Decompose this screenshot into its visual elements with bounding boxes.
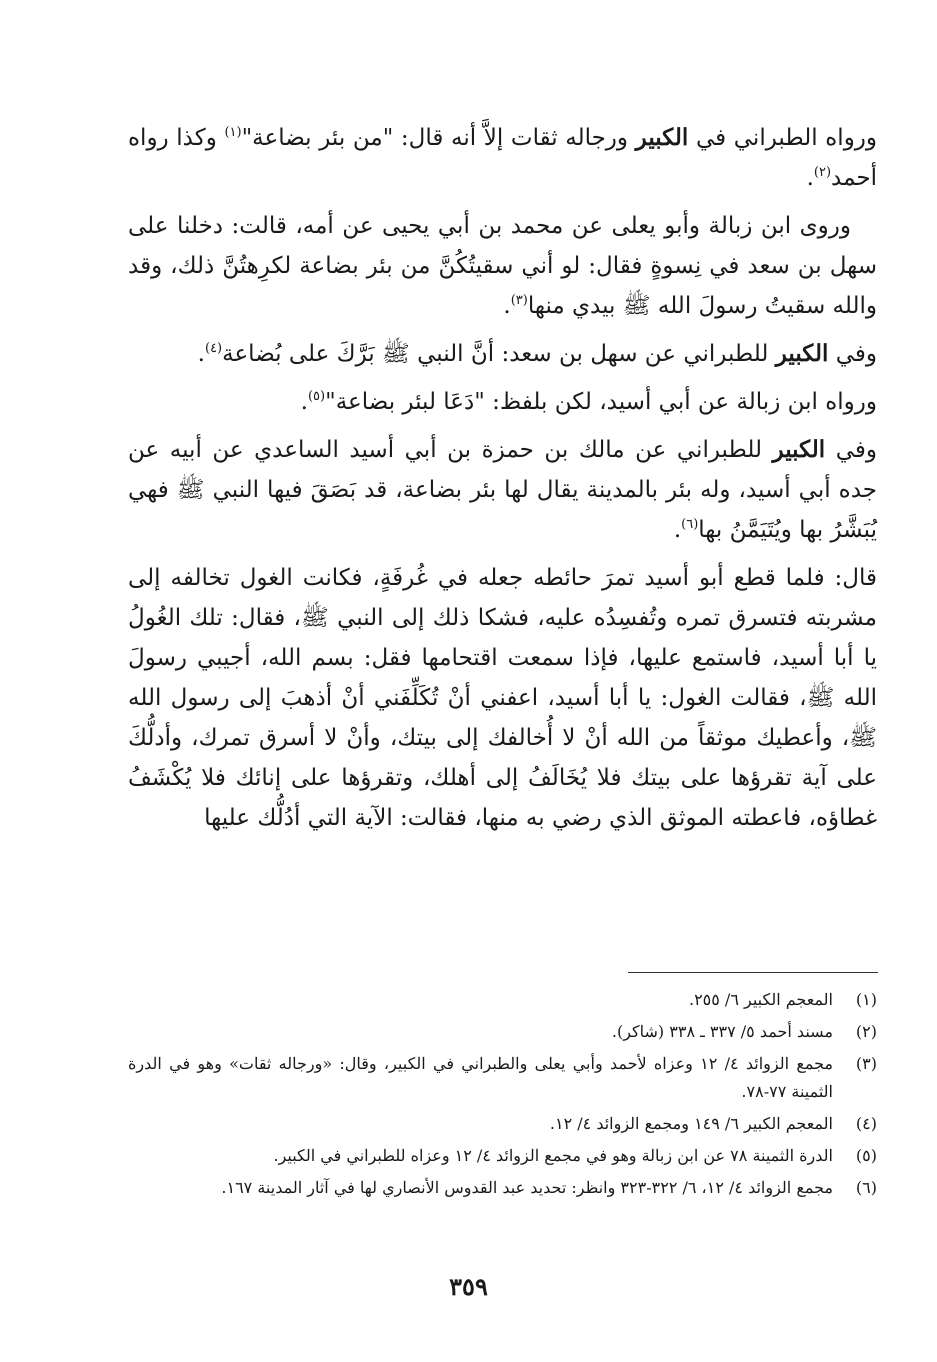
footnote-text: المعجم الكبير ٦/ ٢٥٥. [688, 990, 833, 1009]
footnote [128, 1050, 877, 1106]
bold-term: الكبير [775, 340, 829, 367]
footnote-separator [628, 972, 878, 973]
text-run: وفي [825, 437, 877, 463]
footnote-marker: (٣) [510, 293, 528, 308]
footnote-text: الدرة الثمينة ٧٨ عن ابن زبالة وهو في مجمع الزوائد ٤/ ١٢ وعزاه للطبراني في الكبير. [273, 1146, 833, 1165]
footnote-text: مجمع الزوائد ٤/ ١٢، ٦/ ٣٢٢-٣٢٣ وانظر: تحديد عبد القدوس الأنصاري لها في آثار المدينة ١٦٧. [221, 1178, 833, 1197]
footnote-text: مجمع الزوائد ٤/ ١٢ وعزاه لأحمد وأبي يعلى والطبراني في الكبير، وقال: «ورجاله ثقات» وهو في الدرة الثمينة ٧٧-٧٨. [128, 1054, 833, 1101]
text-run: ورواه الطبراني في [688, 125, 878, 151]
main-text [128, 118, 877, 846]
text-run: . [197, 341, 205, 367]
footnote-marker: (٦) [681, 517, 699, 532]
paragraph-2 [128, 206, 877, 326]
page-number: ٣٥٩ [449, 1272, 488, 1301]
paragraph-5 [128, 430, 877, 550]
footnote-text: المعجم الكبير ٦/ ١٤٩ ومجمع الزوائد ٤/ ١٢. [549, 1114, 833, 1133]
footnote [128, 1174, 877, 1202]
text-run: . [300, 389, 308, 415]
text-run: ورواه ابن زبالة عن أبي أسيد، لكن بلفظ: "دَعَا لبئر بضاعة" [325, 389, 877, 415]
text-run: وفي [828, 341, 877, 367]
footnote [128, 1110, 877, 1138]
text-run: قال: فلما قطع أبو أسيد تمرَ حائطه جعله في غُرفَةٍ، فكانت الغول تخالفه إلى مشربته فتسرق تمره وتُفسِدُه عليه، فشكا ذلك إلى النبي ﷺ، فقال: تلك الغُولُ يا أبا أسيد، فاستمع عليها، فإذا سمعت اقتحامها فقل: بسم الله، أجيبي رسولَ الله ﷺ، فقالت الغول: يا أبا أسيد، اعفني أنْ تُكَلِّفَني أنْ أذهبَ إلى رسول الله ﷺ، وأعطيك موثقاً من الله أنْ لا أُخالفك إلى بيتك، وأنْ لا أسرق تمرك، وأدلُّكَ على آية تقرؤها على بيتك فلا يُخَالَفُ إلى أهلك، وتقرؤها على إنائك فلا يُكْشَفُ غطاؤه، فاعطته الموثق الذي رضي به منها، فقالت: الآية التي أدُلُّك عليها [128, 565, 877, 831]
text-run: وروى ابن زبالة وأبو يعلى عن محمد بن أبي يحيى عن أمه، قالت: دخلنا على سهل بن سعد في نِسوةٍ فقال: لو أني سقيتُكُنَّ من بئر بضاعة لكرِهتُنَّ ذلك، وقد والله سقيتُ رسولَ الله ﷺ بيدي منها [128, 213, 877, 319]
text-run: ورجاله ثقات إلاَّ أنه قال: "من بئر بضاعة" [241, 125, 636, 151]
paragraph-3 [128, 334, 877, 374]
footnote-marker: (٤) [204, 341, 223, 356]
paragraph-1 [128, 118, 877, 198]
footnote [128, 986, 877, 1014]
footnote-marker: (١) [224, 125, 242, 140]
paragraph-4 [128, 382, 877, 422]
text-run: . [806, 165, 814, 191]
footnote-number: (٣) [855, 1054, 877, 1073]
text-run: للطبراني عن مالك بن حمزة بن أبي أسيد الساعدي عن أبيه عن جده أبي أسيد، وله بئر بالمدينة يقال لها بئر بضاعة، قد بَصَقَ فيها النبي ﷺ فهي يُبَشَّرُ بها ويُتَيَمَّنُ بها [128, 437, 877, 543]
footnote-number: (١) [855, 990, 877, 1009]
footnote-number: (٥) [855, 1146, 877, 1165]
text-run: . [503, 293, 511, 319]
text-run: . [673, 517, 682, 543]
bold-term: الكبير [635, 124, 689, 151]
footnote-number: (٤) [855, 1114, 877, 1133]
footnote-marker: (٥) [307, 389, 326, 404]
paragraph-6 [128, 558, 877, 838]
footnotes [128, 986, 877, 1206]
footnote [128, 1018, 877, 1046]
footnote [128, 1142, 877, 1170]
footnote-number: (٢) [855, 1022, 877, 1041]
text-run: للطبراني عن سهل بن سعد: أنَّ النبي ﷺ بَرَّكَ على بُضاعة [222, 341, 776, 367]
bold-term: الكبير [772, 436, 826, 463]
footnote-number: (٦) [855, 1178, 877, 1197]
text-run: وكذا رواه أحمد [128, 125, 877, 191]
footnote-marker: (٢) [813, 165, 832, 180]
footnote-text: مسند أحمد ٥/ ٣٣٧ ـ ٣٣٨ (شاكر). [611, 1022, 833, 1041]
